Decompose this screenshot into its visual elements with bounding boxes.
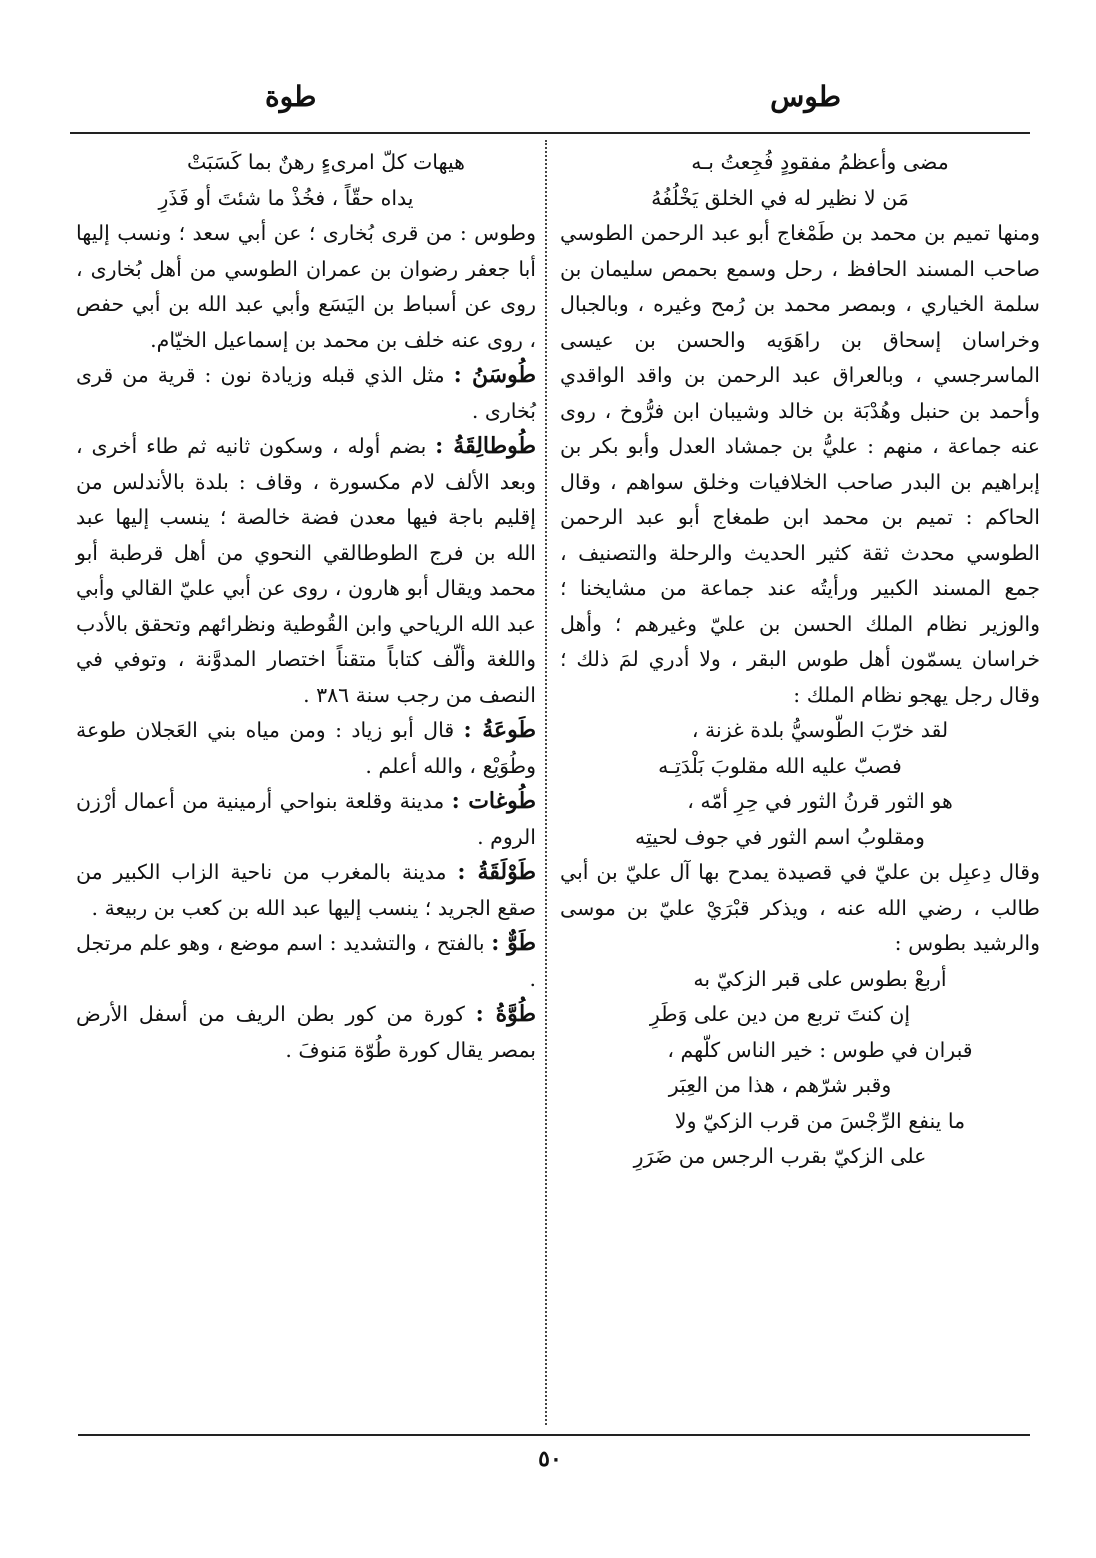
verse-line: ومقلوبُ اسم الثور في جوف لحيتِه <box>635 824 925 849</box>
entry-headword: طُوسَنُ : <box>453 362 536 388</box>
entry-body: بالفتح ، والتشديد : اسم موضع ، وهو علم مرتجل . <box>76 931 536 991</box>
verse-line: مضى وأعظمُ مفقودٍ فُجِعتُ بـه <box>691 150 949 174</box>
verse-line: لقد خرّبَ الطّوسيُّ بلدة غزنة ، <box>691 718 949 742</box>
right-running-header: طوس <box>770 80 841 113</box>
entry-body: مدينة وقلعة بنواحي أرمينية من أعمال أرْزن الروم . <box>76 789 536 849</box>
verse-line: أربعْ بطوس على قبر الزكيّ به <box>693 966 947 991</box>
verse-line: على الزكيّ بقرب الرجس من ضَرَرِ <box>633 1144 927 1168</box>
entry-body: كورة من كور بطن الريف من أسفل الأرض بمصر يقال كورة طُوّة مَنوفَ . <box>76 1002 536 1062</box>
verse-line: إن كنتَ تربع من دين على وَطَرِ <box>649 1002 911 1026</box>
page-number: ٥٠ <box>538 1446 562 1472</box>
entry-headword: طَوْلَقَةُ : <box>457 859 536 885</box>
verse-line: هيهات كلّ امرىءٍ رهنٌ بما كَسَبَتْ <box>186 150 465 174</box>
verse-line: قبران في طوس : خير الناس كلّهم ، <box>667 1037 973 1062</box>
footer-rule <box>78 1434 1030 1436</box>
entry-headword: طَوعَةُ : <box>463 717 536 743</box>
verse-line: هو الثور قرنُ الثور في حِرِ أمّه ، <box>687 789 953 813</box>
entry-headword: طُوغات : <box>451 788 536 814</box>
entry-tusan <box>76 358 536 429</box>
entry-tuwwa <box>76 997 536 1068</box>
verse-line: مَن لا نظير له في الخلق يَخْلُفُهُ <box>651 185 909 210</box>
entry-body: قال أبو زياد : ومن مياه بني العَجلان طوعة وطُوَيْع ، والله أعلم . <box>76 718 536 778</box>
left-column <box>76 145 536 1068</box>
entry-tughat <box>76 784 536 855</box>
entry-tus-bukhara: وطوس : من قرى بُخارى ؛ عن أبي سعد ؛ ونسب إليها أبا جعفر رضوان بن عمران الطوسي من أهل بُخارى ، روى عن أسباط بن اليَسَع وأبي عبد الله بن أبي حفص ، روى عنه خلف بن محمد بن إسماعيل الخيّام. <box>76 221 536 352</box>
verse-line: وقبر شرّهم ، هذا من العِبَر <box>668 1073 892 1097</box>
entry-headword: طَوٌّ : <box>491 930 536 956</box>
entry-tutaliqa <box>76 429 536 713</box>
paragraph-dibil: وقال دِعبِل بن عليّ في قصيدة يمدح بها آل عليّ بن أبي طالب ، رضي الله عنه ، ويذكر قبْرَيْ عليّ بن موسى والرشيد بطوس : <box>560 860 1040 955</box>
paragraph-tamim: ومنها تميم بن محمد بن طَمْغاج أبو عبد الرحمن الطوسي صاحب المسند الحافظ ، رحل وسمع بحمص سليمان بن سلمة الخياري ، وبمصر محمد بن رُمح وغيره ، وبالجبال وخراسان إسحاق بن راهَوَيه والحسن بن عيسى الماسرجسي ، وبالعراق عبد الرحمن بن واقد الواقدي وأحمد بن حنبل وهُدْبَة بن خالد وشيبان ابن فرُّوخ ، روى عنه جماعة ، منهم : عليُّ بن جمشاد العدل وأبو بكر بن إبراهيم بن البدر صاحب الخلافيات وخلق سواهم ، وقال الحاكم : تميم بن محمد ابن طمغاج أبو عبد الرحمن الطوسي محدث ثقة كثير الحديث والرحلة والتصنيف ، جمع المسند الكبير ورأيتُه عند جماعة من مشايخنا ؛ والوزير نظام الملك الحسن بن عليّ وغيرهم ؛ وأهل خراسان يسمّون أهل طوس البقر ، ولا أدري لمَ ذلك ؛ وقال رجل يهجو نظام الملك : <box>560 221 1040 707</box>
verse-line: فصبّ عليه الله مقلوبَ بَلْدَتِـه <box>658 753 902 778</box>
entry-body: مدينة بالمغرب من ناحية الزاب الكبير من صقع الجريد ؛ ينسب إليها عبد الله بن كعب بن ربيعة . <box>76 860 536 920</box>
entry-body: مثل الذي قبله وزيادة نون : قرية من قرى بُخارى . <box>76 363 536 423</box>
entry-headword: طُوطالِقَةُ : <box>435 433 536 459</box>
entry-tawlaqa <box>76 855 536 926</box>
entry-tawa <box>76 713 536 784</box>
column-separator <box>545 140 547 1425</box>
left-running-header: طوة <box>265 80 317 113</box>
entry-body: بضم أوله ، وسكون ثانيه ثم طاء أخرى ، وبعد الألف لام مكسورة ، وقاف : بلدة بالأندلس من إقليم باجة فيها معدن فضة خالصة ؛ ينسب إليها عبد الله بن فرج الطوطالقي النحوي من أهل قرطبة أبو محمد ويقال أبو هارون ، روى عن أبي عليّ القالي وأبي عبد الله الرياحي وابن القُوطية ونظرائهم وتحقق بالأدب واللغة وألّف كتاباً متقناً اختصار المدوَّنة ، وتوفي في النصف من رجب سنة ٣٨٦ . <box>76 434 536 707</box>
right-column <box>560 145 1040 1175</box>
verse-line: يداه حقّاً ، فخُذْ ما شئتَ أو فَذَرِ <box>158 185 414 210</box>
entry-headword: طُوَّةُ : <box>475 1001 536 1027</box>
header-rule <box>70 132 1030 134</box>
entry-taww <box>76 926 536 997</box>
verse-line: ما ينفع الرِّجْسَ من قرب الزكيّ ولا <box>674 1108 966 1133</box>
